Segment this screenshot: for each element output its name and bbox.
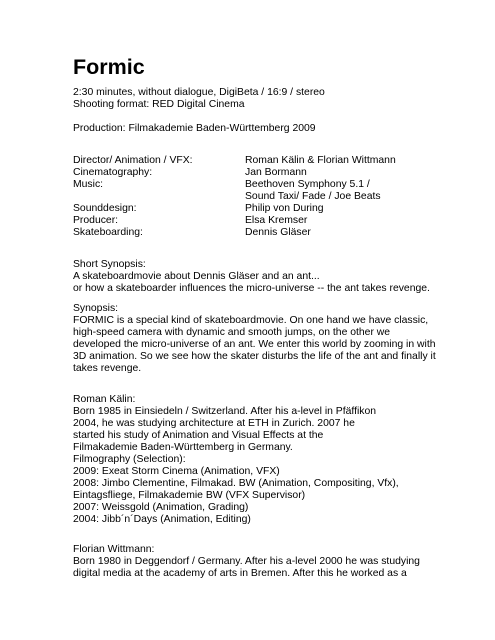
credit-role: Skateboarding: <box>73 227 143 238</box>
bio-line: started his study of Animation and Visual Effects at the <box>73 430 324 441</box>
bio-line: 2007: Weissgold (Animation, Grading) <box>73 502 249 513</box>
credit-name: Beethoven Symphony 5.1 / <box>245 179 370 190</box>
bio-line: 2004: Jibb´n´Days (Animation, Editing) <box>73 514 251 525</box>
credit-role: Music: <box>73 179 104 190</box>
bio-line: Born 1985 in Einsiedeln / Switzerland. After his a-level in Pfäffikon <box>73 406 377 417</box>
bio-line: Eintagsfliege, Filmakademie BW (VFX Supervisor) <box>73 490 306 501</box>
bio-line: Born 1980 in Deggendorf / Germany. After his a-level 2000 he was studying <box>73 556 420 567</box>
spec-line: 2:30 minutes, without dialogue, DigiBeta / 16:9 / stereo <box>73 87 325 98</box>
production-line: Production: Filmakademie Baden-Württemberg 2009 <box>73 123 316 134</box>
credit-name: Philip von During <box>245 203 324 214</box>
bio-heading: Roman Kälin: <box>73 394 136 405</box>
short-synopsis-line: or how a skateboarder influences the micro-universe -- the ant takes revenge. <box>73 283 430 294</box>
credit-name: Roman Kälin & Florian Wittmann <box>245 155 396 166</box>
spec-line: Shooting format: RED Digital Cinema <box>73 99 245 110</box>
bio-heading: Florian Wittmann: <box>73 544 155 555</box>
synopsis-line: takes revenge. <box>73 363 142 374</box>
credit-name: Sound Taxi/ Fade / Joe Beats <box>245 191 381 202</box>
bio-line: 2008: Jimbo Clementine, Filmakad. BW (Animation, Compositing, Vfx), <box>73 478 399 489</box>
synopsis-line: FORMIC is a special kind of skateboardmovie. On one hand we have classic, <box>73 315 429 326</box>
bio-line: Filmakademie Baden-Württemberg in Germany. <box>73 442 293 453</box>
credit-role: Sounddesign: <box>73 203 137 214</box>
bio-line: 2004, he was studying architecture at ETH in Zurich. 2007 he <box>73 418 355 429</box>
credit-role: Cinematography: <box>73 167 153 178</box>
credit-name: Elsa Kremser <box>245 215 308 226</box>
short-synopsis-heading: Short Synopsis: <box>73 259 146 270</box>
synopsis-line: developed the micro-universe of an ant. We enter this world by zooming in with <box>73 339 436 350</box>
credit-role: Director/ Animation / VFX: <box>73 155 193 166</box>
bio-line: digital media at the academy of arts in Bremen. After this he worked as a <box>73 568 407 579</box>
document-title: Formic <box>73 55 145 79</box>
credit-role: Producer: <box>73 215 119 226</box>
synopsis-line: 3D animation. So we see how the skater disturbs the life of the ant and finally it <box>73 351 436 362</box>
bio-line: 2009: Exeat Storm Cinema (Animation, VFX) <box>73 466 280 477</box>
synopsis-line: high-speed camera with dynamic and smooth jumps, on the other we <box>73 327 391 338</box>
bio-line: Filmography (Selection): <box>73 454 186 465</box>
synopsis-heading: Synopsis: <box>73 303 119 314</box>
short-synopsis-line: A skateboardmovie about Dennis Gläser and an ant... <box>73 271 320 282</box>
credit-name: Dennis Gläser <box>245 227 311 238</box>
credit-name: Jan Bormann <box>245 167 307 178</box>
